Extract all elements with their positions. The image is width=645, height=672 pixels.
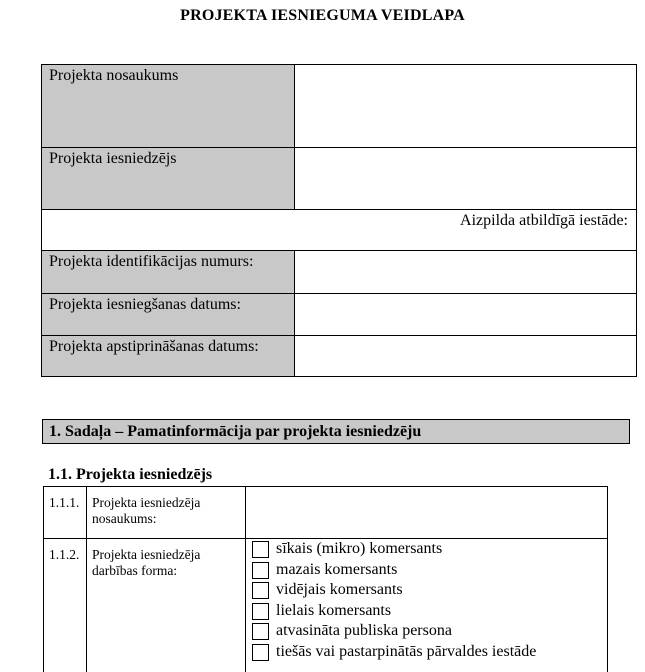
project-name-label: Projekta nosaukums xyxy=(49,67,179,84)
project-name-label-cell xyxy=(42,65,294,147)
checkbox[interactable] xyxy=(252,562,269,579)
section-heading: 1. Sadaļa – Pamatinformācija par projekta iesniedzēju xyxy=(42,419,630,444)
project-name-field[interactable] xyxy=(295,65,636,147)
option-medium[interactable] xyxy=(252,580,403,600)
approval-date-label: Projekta apstiprināšanas datums: xyxy=(49,338,259,355)
option-label: mazais komersants xyxy=(276,561,398,578)
table-divider xyxy=(41,293,637,294)
table-row xyxy=(49,547,85,563)
business-form-label-cell xyxy=(92,547,244,579)
applicant-name-label: Projekta iesniedzēja nosaukums: xyxy=(92,495,201,526)
id-number-label-cell xyxy=(42,251,294,293)
checkbox[interactable] xyxy=(252,603,269,620)
option-administration[interactable] xyxy=(252,642,536,662)
table-divider xyxy=(41,147,637,148)
table-divider xyxy=(86,486,87,672)
applicant-name-field[interactable] xyxy=(246,487,607,538)
option-public-person[interactable] xyxy=(252,621,452,641)
business-form-label: Projekta iesniedzēja darbības forma: xyxy=(92,547,201,578)
option-label: atvasināta publiska persona xyxy=(276,622,452,639)
approval-date-field[interactable] xyxy=(295,336,636,376)
option-label: tiešās vai pastarpinātās pārvaldes iestāde xyxy=(276,643,537,660)
applicant-label-cell xyxy=(42,148,294,209)
option-small[interactable] xyxy=(252,560,397,580)
checkbox[interactable] xyxy=(252,582,269,599)
row-number: 1.1.1. xyxy=(49,495,80,510)
fill-note-cell xyxy=(42,210,636,250)
applicant-field[interactable] xyxy=(295,148,636,209)
option-micro[interactable] xyxy=(252,539,442,559)
option-label: sīkais (mikro) komersants xyxy=(276,540,443,557)
approval-date-label-cell xyxy=(42,336,294,376)
table-divider xyxy=(294,64,295,210)
table-row xyxy=(49,495,85,511)
row-number: 1.1.2. xyxy=(49,547,80,562)
checkbox[interactable] xyxy=(252,623,269,640)
submission-date-label: Projekta iesniegšanas datums: xyxy=(49,296,241,313)
option-label: lielais komersants xyxy=(276,602,392,619)
table-divider xyxy=(41,335,637,336)
fill-note: Aizpilda atbildīgā iestāde: xyxy=(460,212,628,229)
applicant-label: Projekta iesniedzējs xyxy=(49,150,177,167)
id-number-field[interactable] xyxy=(295,251,636,293)
option-label: vidējais komersants xyxy=(276,581,403,598)
submission-date-label-cell xyxy=(42,294,294,335)
applicant-name-label-cell xyxy=(92,495,244,527)
table-divider xyxy=(41,250,637,251)
subsection-heading: 1.1. Projekta iesniedzējs xyxy=(48,466,213,483)
page-title: PROJEKTA IESNIEGUMA VEIDLAPA xyxy=(180,7,465,24)
checkbox[interactable] xyxy=(252,644,269,661)
id-number-label: Projekta identifikācijas numurs: xyxy=(49,253,254,270)
table-divider xyxy=(41,209,637,210)
table-divider xyxy=(294,250,295,377)
submission-date-field[interactable] xyxy=(295,294,636,335)
checkbox[interactable] xyxy=(252,541,269,558)
option-large[interactable] xyxy=(252,601,391,621)
